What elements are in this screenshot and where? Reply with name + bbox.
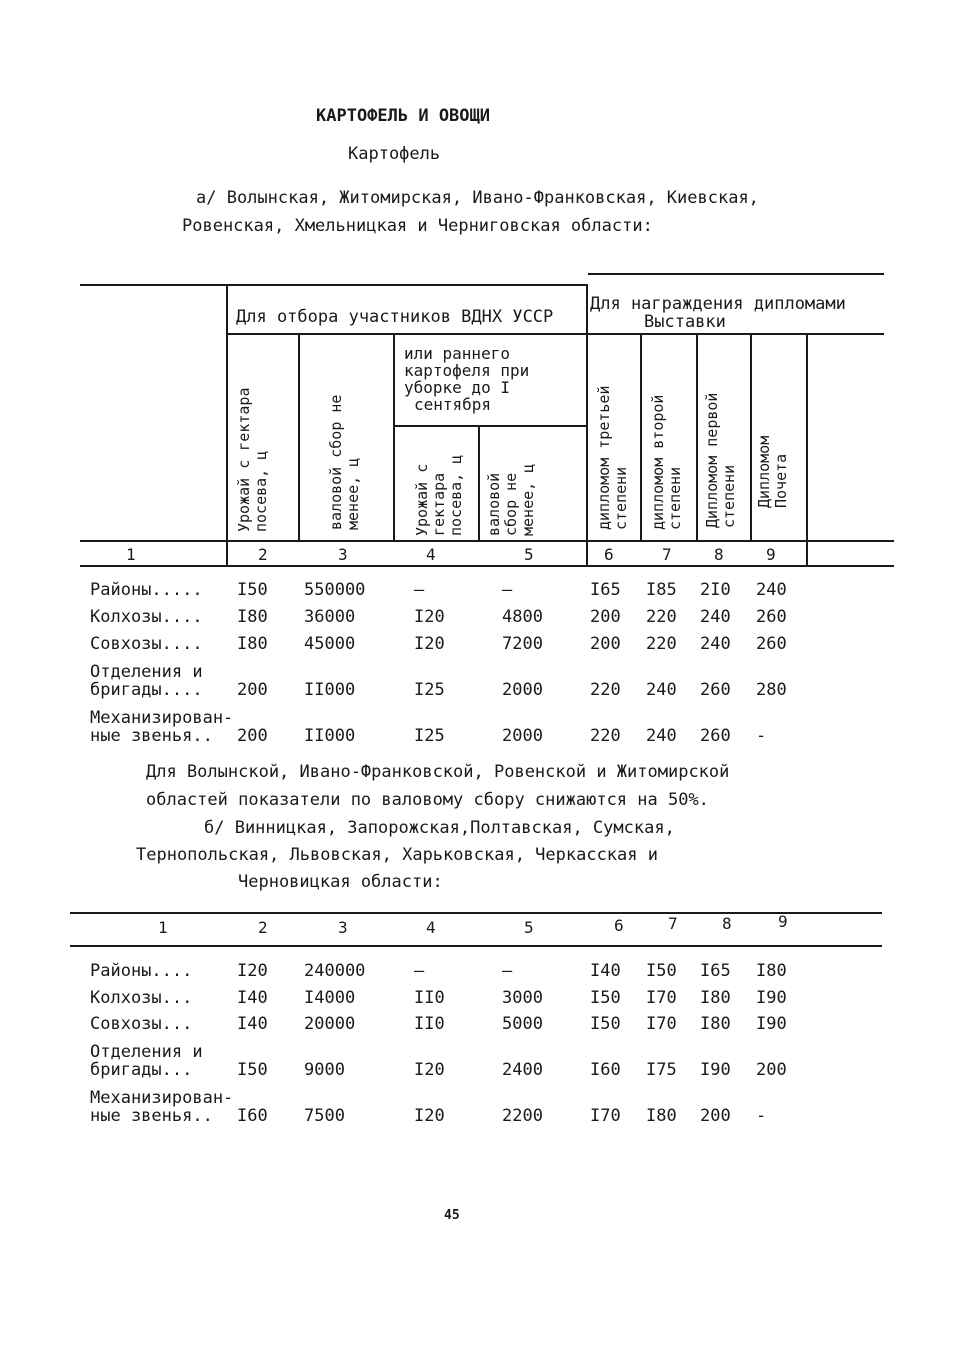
cell-col6: 220 xyxy=(590,726,621,746)
header-early-4: сентября xyxy=(414,395,492,414)
colnum-b-4: 4 xyxy=(426,918,436,937)
cell-col8: I80 xyxy=(700,1014,731,1034)
row-label-cont: ные звенья.. xyxy=(90,726,213,746)
section-a-line1: а/ Волынская, Житомирская, Ивано-Франковская, Киевская, xyxy=(196,188,759,208)
header-early-1: или раннего xyxy=(404,344,510,363)
col-divider-1 xyxy=(226,284,228,566)
cell-col3: 550000 xyxy=(304,580,366,600)
table-b-top-rule xyxy=(70,912,882,914)
cell-col8: I80 xyxy=(700,988,731,1008)
header-diplomas-2: Выставки xyxy=(644,312,726,332)
header-early-3: уборке до I xyxy=(404,378,510,397)
cell-col8: 240 xyxy=(700,634,731,654)
row-label-cont: бригады.... xyxy=(90,680,203,700)
colnum-a-8: 8 xyxy=(714,545,724,564)
cell-col5: – xyxy=(502,961,513,981)
cell-col5: 2000 xyxy=(502,680,543,700)
cell-col2: I20 xyxy=(237,961,268,981)
row-label: Районы.... xyxy=(90,961,193,981)
table-a-header-bottom-rule xyxy=(80,540,894,542)
cell-col8: 260 xyxy=(700,726,731,746)
colnum-a-7: 7 xyxy=(662,545,672,564)
cell-col6: 220 xyxy=(590,680,621,700)
table-a-subgroup-rule-right xyxy=(588,333,884,335)
col-divider-7 xyxy=(696,333,698,541)
cell-col9: - xyxy=(756,726,767,746)
cell-col9: 260 xyxy=(756,634,787,654)
header-diplomas-1: Для награждения дипломами xyxy=(590,294,846,314)
colnum-a-2: 2 xyxy=(258,545,268,564)
row-label: Районы..... xyxy=(90,580,203,600)
header-vdnh: Для отбора участников ВДНХ УССР xyxy=(236,307,554,327)
cell-col2: 200 xyxy=(237,726,268,746)
cell-col6: 200 xyxy=(590,634,621,654)
cell-col4: II0 xyxy=(414,1014,445,1034)
cell-col5: 2400 xyxy=(502,1060,543,1080)
page-title: КАРТОФЕЛЬ И ОВОЩИ xyxy=(316,106,490,126)
colnum-a-3: 3 xyxy=(338,545,348,564)
cell-col4: I25 xyxy=(414,680,445,700)
table-a-numbers-rule xyxy=(80,565,894,567)
page-number: 45 xyxy=(444,1208,460,1223)
cell-col7: I80 xyxy=(646,1106,677,1126)
cell-col3: 9000 xyxy=(304,1060,345,1080)
cell-col4: – xyxy=(414,580,425,600)
cell-col7: I70 xyxy=(646,988,677,1008)
colnum-a-5: 5 xyxy=(524,545,534,564)
cell-col7: I75 xyxy=(646,1060,677,1080)
table-a-subgroup-rule xyxy=(228,333,586,335)
cell-col7: 240 xyxy=(646,680,677,700)
colnum-b-7: 7 xyxy=(668,914,678,933)
cell-col7: I50 xyxy=(646,961,677,981)
cell-col2: I50 xyxy=(237,580,268,600)
cell-col4: I20 xyxy=(414,607,445,627)
cell-col3: 240000 xyxy=(304,961,366,981)
cell-col4: I20 xyxy=(414,634,445,654)
row-label: Совхозы... xyxy=(90,1014,193,1034)
cell-col3: II000 xyxy=(304,726,356,746)
col-divider-9 xyxy=(806,333,808,565)
cell-col9: 260 xyxy=(756,607,787,627)
header-early-2: картофеля при xyxy=(404,361,530,380)
table-a-top-rule-right xyxy=(588,273,884,275)
cell-col5: – xyxy=(502,580,513,600)
cell-col2: I80 xyxy=(237,634,268,654)
colnum-a-1: 1 xyxy=(126,545,136,564)
section-b-line1: б/ Винницкая, Запорожская,Полтавская, Сумская, xyxy=(204,818,675,838)
col-divider-5 xyxy=(586,284,588,566)
colnum-b-5: 5 xyxy=(524,918,534,937)
cell-col6: I50 xyxy=(590,1014,621,1034)
cell-col7: I70 xyxy=(646,1014,677,1034)
section-b-line3: Черновицкая области: xyxy=(238,872,443,892)
cell-col6: I70 xyxy=(590,1106,621,1126)
cell-col4: – xyxy=(414,961,425,981)
cell-col9: I90 xyxy=(756,988,787,1008)
row-label: Отделения и xyxy=(90,662,203,682)
cell-col3: I4000 xyxy=(304,988,356,1008)
col2-header: Урожай с гектара посева, ц xyxy=(235,387,270,532)
row-label: Механизирован- xyxy=(90,708,234,728)
cell-col7: 220 xyxy=(646,634,677,654)
cell-col3: 36000 xyxy=(304,607,356,627)
section-a-line2: Ровенская, Хмельницкая и Черниговская области: xyxy=(182,216,653,236)
table-a-top-rule xyxy=(80,284,588,286)
cell-col5: 5000 xyxy=(502,1014,543,1034)
cell-col8: I90 xyxy=(700,1060,731,1080)
col-divider-8 xyxy=(750,333,752,541)
colnum-b-9: 9 xyxy=(778,912,788,931)
cell-col2: 200 xyxy=(237,680,268,700)
row-label: Совхозы.... xyxy=(90,634,203,654)
cell-col2: I40 xyxy=(237,1014,268,1034)
cell-col9: 200 xyxy=(756,1060,787,1080)
cell-col3: II000 xyxy=(304,680,356,700)
cell-col8: 200 xyxy=(700,1106,731,1126)
table-b-header-rule xyxy=(70,945,882,947)
cell-col7: I85 xyxy=(646,580,677,600)
cell-col6: I50 xyxy=(590,988,621,1008)
row-label: Механизирован- xyxy=(90,1088,234,1108)
cell-col2: I50 xyxy=(237,1060,268,1080)
colnum-a-4: 4 xyxy=(426,545,436,564)
cell-col3: 45000 xyxy=(304,634,356,654)
cell-col4: I20 xyxy=(414,1060,445,1080)
cell-col5: 2000 xyxy=(502,726,543,746)
col6-header: дипломом третьей степени xyxy=(595,385,630,530)
colnum-b-3: 3 xyxy=(338,918,348,937)
cell-col9: - xyxy=(756,1106,767,1126)
cell-col9: I90 xyxy=(756,1014,787,1034)
cell-col7: 220 xyxy=(646,607,677,627)
colnum-b-8: 8 xyxy=(722,914,732,933)
col9-header: Дипломом Почета xyxy=(755,435,790,508)
cell-col6: I40 xyxy=(590,961,621,981)
cell-col8: 240 xyxy=(700,607,731,627)
col8-header: Дипломом первой степени xyxy=(703,392,738,528)
cell-col6: 200 xyxy=(590,607,621,627)
colnum-b-1: 1 xyxy=(158,918,168,937)
cell-col8: 2I0 xyxy=(700,580,731,600)
cell-col3: 7500 xyxy=(304,1106,345,1126)
cell-col5: 3000 xyxy=(502,988,543,1008)
cell-col4: II0 xyxy=(414,988,445,1008)
col-divider-3 xyxy=(393,333,395,541)
cell-col6: I65 xyxy=(590,580,621,600)
cell-col9: 240 xyxy=(756,580,787,600)
cell-col2: I40 xyxy=(237,988,268,1008)
cell-col5: 7200 xyxy=(502,634,543,654)
cell-col4: I25 xyxy=(414,726,445,746)
section-subtitle: Картофель xyxy=(348,144,441,164)
col4-header: Урожай с гектара посева, ц xyxy=(413,454,465,536)
colnum-b-6: 6 xyxy=(614,916,624,935)
note-line1: Для Волынской, Ивано-Франковской, Ровенской и Житомирской xyxy=(146,762,730,782)
row-label-cont: ные звенья.. xyxy=(90,1106,213,1126)
col-divider-4 xyxy=(478,425,480,541)
colnum-a-9: 9 xyxy=(766,545,776,564)
colnum-b-2: 2 xyxy=(258,918,268,937)
cell-col9: 280 xyxy=(756,680,787,700)
col-divider-2 xyxy=(298,333,300,541)
row-label: Колхозы.... xyxy=(90,607,203,627)
cell-col8: I65 xyxy=(700,961,731,981)
col5-header: валовой сбор не менее, ц xyxy=(485,463,537,536)
col3-header: валовой сбор не менее, ц xyxy=(327,394,362,530)
colnum-a-6: 6 xyxy=(604,545,614,564)
cell-col7: 240 xyxy=(646,726,677,746)
cell-col5: 4800 xyxy=(502,607,543,627)
cell-col5: 2200 xyxy=(502,1106,543,1126)
col7-header: дипломом второй степени xyxy=(649,394,684,530)
cell-col9: I80 xyxy=(756,961,787,981)
note-line2: областей показатели по валовому сбору снижаются на 50%. xyxy=(146,790,709,810)
row-label: Отделения и xyxy=(90,1042,203,1062)
cell-col2: I60 xyxy=(237,1106,268,1126)
cell-col2: I80 xyxy=(237,607,268,627)
table-a-early-rule xyxy=(393,425,586,427)
cell-col8: 260 xyxy=(700,680,731,700)
section-b-line2: Тернопольская, Львовская, Харьковская, Черкасская и xyxy=(136,845,658,865)
row-label: Колхозы... xyxy=(90,988,193,1008)
cell-col6: I60 xyxy=(590,1060,621,1080)
cell-col3: 20000 xyxy=(304,1014,356,1034)
cell-col4: I20 xyxy=(414,1106,445,1126)
row-label-cont: бригады... xyxy=(90,1060,193,1080)
col-divider-6 xyxy=(640,333,642,541)
